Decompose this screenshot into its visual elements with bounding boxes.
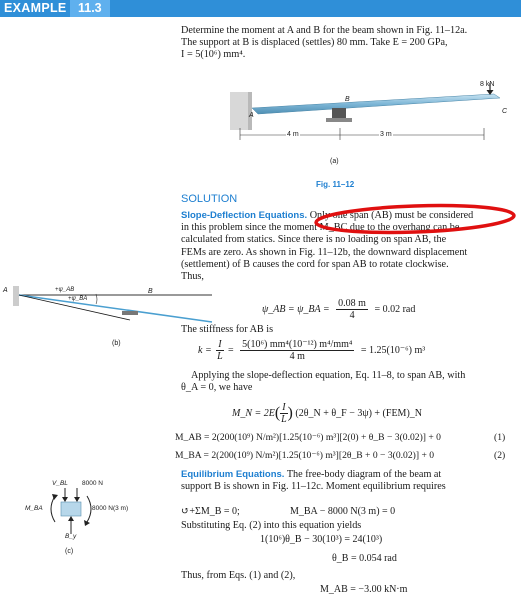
gen-eq-rhs: (2θ_N + θ_F − 3ψ) + (FEM)_N <box>295 407 423 419</box>
substituted-equation: 1(10⁶)θ_B − 30(10³) = 24(10³) <box>260 534 383 545</box>
label-a-fig-a: A <box>249 112 254 119</box>
load-label: 8 kN <box>480 81 495 88</box>
psi-ab-label: +ψ_AB <box>55 287 75 293</box>
solution-heading: SOLUTION <box>181 193 238 205</box>
equation-2-tag: (2) <box>494 450 506 461</box>
problem-line-1: Determine the moment at A and B for the beam shown in Fig. 11–12a. <box>181 25 468 36</box>
deflected-chord <box>19 295 212 322</box>
eqm-line-1: The free-body diagram of the beam at <box>286 469 442 480</box>
moment-label-right: 8000 N(3 m) <box>92 505 129 512</box>
force-label: 8000 N <box>82 480 103 487</box>
moment-arc-left <box>51 496 55 522</box>
problem-line-2: The support at B is displaced (settles) 80 mm. Take E = 200 GPa, <box>181 37 448 49</box>
sde-line-5: (settlement) of B causes the cord for span AB to rotate clockwise. <box>181 258 449 270</box>
label-b-fig-b: B <box>148 288 153 295</box>
moment-arc-right <box>87 496 91 522</box>
psi-equation <box>262 298 415 321</box>
sum-moments-left: ↺+ΣM_B = 0; <box>181 506 240 517</box>
beam-segment <box>61 502 81 516</box>
deflection-figure-b <box>0 282 215 324</box>
equation-1: M_AB = 2(200(10⁹) N/m²)[1.25(10⁻⁶) m³][2(0) + θ_B − 3(0.02)] + 0 <box>175 432 441 443</box>
support-b-settled <box>122 311 138 315</box>
eqm-line-2: support B is shown in Fig. 11–12c. Moment equilibrium requires <box>181 481 446 493</box>
fixed-support-a <box>230 92 248 130</box>
psi-ba-label: +ψ_BA <box>68 296 88 302</box>
example-header-bar <box>0 0 521 17</box>
red-annotation-ellipse <box>309 202 518 236</box>
equation-1-tag: (1) <box>494 432 506 443</box>
panel-label-a: (a) <box>330 158 339 165</box>
gen-eq-frac-numerator: I <box>282 402 286 413</box>
sde-line-1: Only one span (AB) must be considered <box>309 210 474 221</box>
reaction-label: B_y <box>65 533 77 540</box>
substituting-line: Substituting Eq. (2) into this equation yields <box>181 520 362 531</box>
sde-title: Slope-Deflection Equations. <box>181 210 308 221</box>
panel-label-c: (c) <box>65 548 74 555</box>
k-rhs: = 1.25(10⁻⁶) m³ <box>360 344 426 356</box>
sde-line-3: calculated from statics. Since there is no loading on span AB, the <box>181 234 447 246</box>
beam <box>252 94 500 114</box>
example-label: EXAMPLE <box>4 1 67 15</box>
shear-label: V_BL <box>52 480 68 487</box>
k-frac-numerator: I <box>218 339 222 350</box>
gen-eq-frac-denominator: L <box>281 414 287 425</box>
psi-denominator: 4 <box>349 310 355 321</box>
mab-result: M_AB = −3.00 kN·m <box>320 584 408 595</box>
label-c-fig-a: C <box>502 108 508 115</box>
example-number: 11.3 <box>70 0 110 17</box>
stiffness-intro: The stiffness for AB is <box>181 324 274 335</box>
k-eq: = <box>228 344 237 356</box>
applying-paragraph <box>181 370 513 394</box>
theta-b-result: θ_B = 0.054 rad <box>332 553 397 564</box>
free-body-diagram-c <box>25 480 135 550</box>
sde-line-6: Thus, <box>181 271 204 283</box>
equilibrium-paragraph <box>181 469 513 493</box>
k-lhs: k = <box>198 344 215 356</box>
problem-statement <box>181 25 511 62</box>
equilibrium-title: Equilibrium Equations. <box>181 469 285 480</box>
moment-label-left: M_BA <box>25 505 43 512</box>
apply-line-2: θ_A = 0, we have <box>181 382 253 394</box>
sde-line-4: FEMs are zero. As shown in Fig. 11–12b, the downward displacement <box>181 246 468 258</box>
psi-rhs: = 0.02 rad <box>374 303 416 315</box>
equation-2: M_BA = 2(200(10⁹) N/m²)[1.25(10⁻⁶) m³][2θ_B + 0 − 3(0.02)] + 0 <box>175 450 435 461</box>
label-a-fig-b: A <box>3 287 8 294</box>
dimension-left-label: 4 m <box>287 131 299 138</box>
psi-lhs: ψ_AB = ψ_BA = <box>262 303 333 315</box>
psi-numerator: 0.08 m <box>338 298 366 309</box>
figure-caption: Fig. 11–12 <box>316 180 355 189</box>
apply-line-1: Applying the slope-deflection equation, Eq. 11–8, to span AB, with <box>191 370 466 381</box>
k-frac-denominator: L <box>217 351 223 362</box>
general-slope-deflection-equation: M_N = 2E( $\frac{I}{L}$ ) (2θ_N + θ_F − 3ψ) + (FEM)_N <box>232 402 423 425</box>
panel-label-b: (b) <box>112 340 121 347</box>
dimension-right-label: 3 m <box>380 131 392 138</box>
beam-figure-a <box>228 78 508 153</box>
sum-moments-right: M_BA − 8000 N(3 m) = 0 <box>290 506 396 517</box>
thus-line: Thus, from Eqs. (1) and (2), <box>181 570 296 581</box>
sde-line-2: in this problem since the moment M_BC due to the overhang can be <box>181 222 460 234</box>
label-b-fig-a: B <box>345 96 350 103</box>
k-denominator: 4 m <box>289 351 305 362</box>
problem-line-3: I = 5(10⁶) mm⁴. <box>181 49 246 61</box>
support-b <box>332 108 346 118</box>
gen-eq-lhs: M_N = 2E <box>232 407 275 419</box>
wall-b <box>13 286 19 306</box>
stiffness-equation <box>198 339 425 362</box>
k-numerator: 5(10⁶) mm⁴(10⁻¹²) m⁴/mm⁴ <box>242 339 353 350</box>
